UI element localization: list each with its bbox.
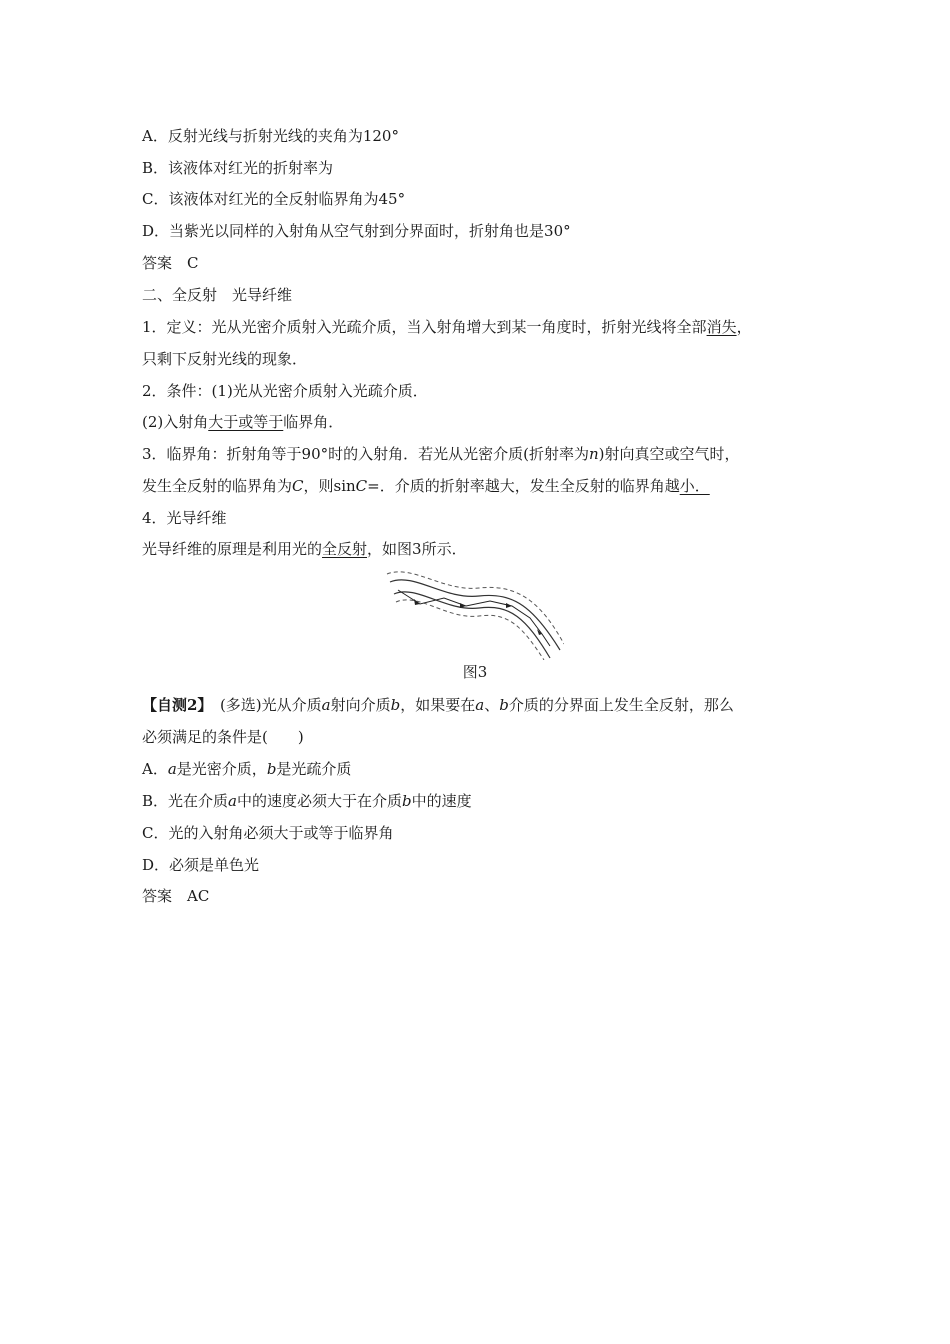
item2-condition-2: (2)入射角大于或等于临界角． — [142, 413, 344, 431]
q1-option-d: D．当紫光以同样的入射角从空气射到分界面时，折射角也是30° — [142, 222, 571, 240]
q2-option-d: D．必须是单色光 — [142, 856, 260, 874]
item1-definition-cont: 只剩下反射光线的现象． — [142, 350, 308, 368]
item2-condition: 2．条件：(1)光从光密介质射入光疏介质． — [142, 382, 428, 400]
q2-stem: 【自测2】 (多选)光从介质a射向介质b，如果要在a、b介质的分界面上发生全反射，那么 — [142, 696, 734, 714]
q2-stem-cont: 必须满足的条件是( ) — [142, 728, 304, 746]
figure-caption: 图3 — [462, 663, 488, 681]
q2-answer: 答案 AC — [142, 887, 210, 905]
item4-heading: 4．光导纤维 — [142, 509, 227, 527]
item3-critical-angle: 3．临界角：折射角等于90°时的入射角．若光从光密介质(折射率为n)射向真空或空气时， — [142, 445, 740, 463]
q1-option-c: C．该液体对红光的全反射临界角为45° — [142, 190, 406, 208]
optical-fiber-figure — [384, 568, 564, 660]
q2-option-a: A．a是光密介质，b是光疏介质 — [142, 760, 352, 778]
q2-option-b: B．光在介质a中的速度必须大于在介质b中的速度 — [142, 792, 472, 810]
q1-answer: 答案 C — [142, 254, 199, 272]
q1-option-b: B．该液体对红光的折射率为 — [142, 159, 334, 177]
item3-critical-angle-cont: 发生全反射的临界角为C，则sinC=．介质的折射率越大，发生全反射的临界角越小． — [142, 477, 710, 495]
item4-text: 光导纤维的原理是利用光的全反射，如图3所示． — [142, 540, 467, 558]
section-heading: 二、全反射 光导纤维 — [142, 286, 293, 304]
q2-option-c: C．光的入射角必须大于或等于临界角 — [142, 824, 394, 842]
item1-definition: 1．定义：光从光密介质射入光疏介质，当入射角增大到某一角度时，折射光线将全部消失， — [142, 318, 752, 336]
q1-option-a: A．反射光线与折射光线的夹角为120° — [142, 127, 399, 145]
